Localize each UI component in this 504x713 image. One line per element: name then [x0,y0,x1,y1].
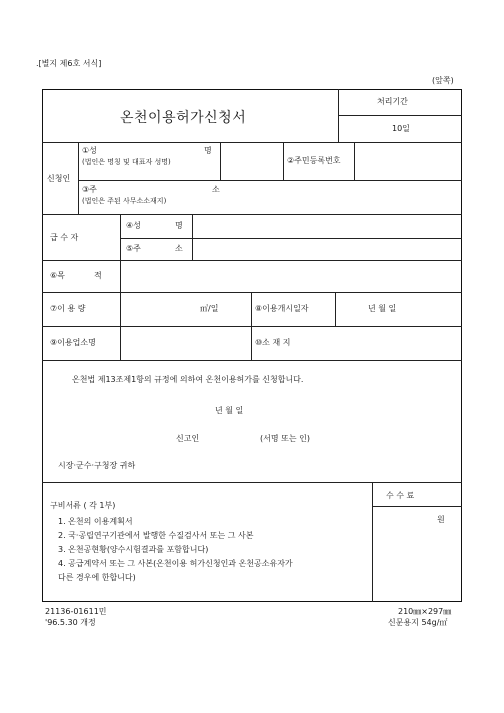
supplier-address-label-1: ⑤주 [126,244,141,253]
supplier-name-label-2: 명 [175,221,183,230]
form-code: 21136-01611민 [45,607,107,616]
documents-title: 구비서류 ( 각 1부) [50,501,116,510]
business-location-label: ⑩소 재 지 [255,338,291,347]
declarant-label: 신고인 [176,434,200,443]
purpose-field[interactable] [121,261,461,291]
start-date-value: 년 월 일 [368,304,397,313]
start-date-label: ⑧이용개시일자 [255,304,309,313]
purpose-label-2: 적 [94,271,102,280]
signature-label: (서명 또는 인) [260,434,310,443]
document-item: 1. 온천의 이용계획서 [58,517,133,526]
processing-period-value: 10일 [392,124,410,133]
usage-amount-unit: ㎥/일 [200,304,219,313]
applicant-address-sub: (법인은 주된 사무소소재지) [82,197,167,205]
document-item: 3. 온천공현황(양수시험결과를 포함합니다) [58,545,209,554]
start-date-field[interactable] [336,293,461,325]
applicant-group-label: 신청인 [47,174,71,183]
paper-size: 210㎜×297㎜ [398,607,452,616]
usage-amount-field[interactable] [121,293,250,325]
form-number: .[별지 제6호 서식] [36,59,102,68]
resident-number-label: ②주민등록번호 [287,156,341,165]
business-location-field[interactable] [336,327,461,359]
fee-field[interactable] [373,507,461,529]
applicant-address-label-1: ③주 [82,185,97,194]
document-item: 다른 경우에 한합니다) [58,573,136,582]
document-item: 4. 공급계약서 또는 그 사본(온천이용 허가신청인과 온천공소유자가 [58,559,293,568]
supplier-address-label-2: 소 [175,244,183,253]
applicant-name-sub: (법인은 명칭 및 대표자 성명) [82,158,171,166]
form-title: 온천이용허가신청서 [120,110,247,126]
supplier-group-label: 급 수 자 [50,233,79,242]
applicant-address-field[interactable] [221,181,461,213]
business-name-field[interactable] [121,327,250,359]
processing-period-label: 처리기간 [377,97,408,106]
applicant-address-label-2: 소 [212,185,220,194]
fee-unit: 원 [437,515,445,524]
resident-number-field[interactable] [355,143,461,179]
purpose-label-1: ⑥목 [50,271,65,280]
paper-type: 신문용지 54g/㎡ [388,618,448,627]
supplier-name-label-1: ④성 [126,221,141,230]
applicant-name-label-2: 명 [204,146,212,155]
declaration-date: 년 월 일 [215,406,244,415]
supplier-address-field[interactable] [193,239,461,259]
applicant-name-field[interactable] [221,143,282,179]
recipient-label: 시장·군수·구청장 귀하 [58,461,136,470]
front-page-label: (앞쪽) [432,76,454,85]
supplier-name-field[interactable] [193,215,461,237]
revision-date: '96.5.30 개정 [45,618,96,627]
usage-amount-label: ⑦이 용 량 [50,304,86,313]
fee-label: 수 수 료 [386,491,415,500]
business-name-label: ⑨이용업소명 [50,338,96,347]
applicant-name-label-1: ①성 [82,146,97,155]
document-item: 2. 국·공립연구기관에서 발행한 수질검사서 또는 그 사본 [58,531,254,540]
declaration-statement: 온천법 제13조제1항의 규정에 의하여 온천이용허가를 신청합니다. [72,375,304,384]
